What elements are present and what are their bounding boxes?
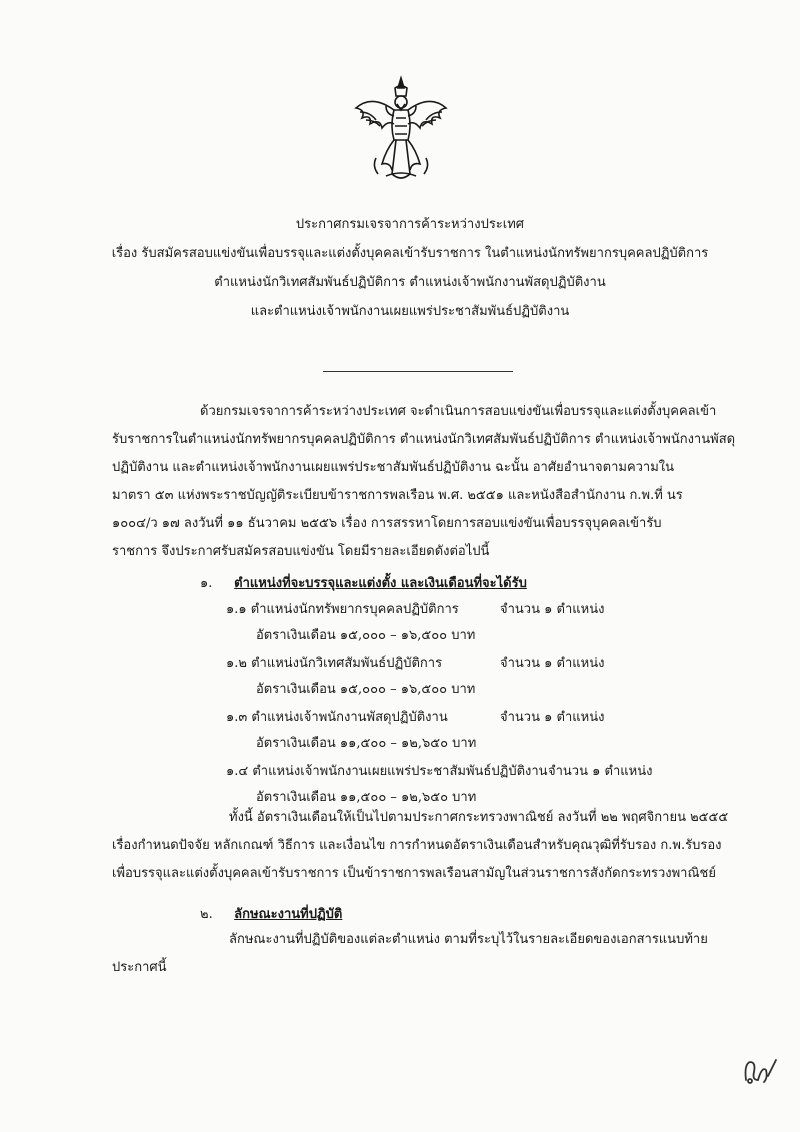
section-2-paragraph [112, 926, 732, 982]
section-number: ๒. [200, 907, 213, 922]
title-line: ประกาศกรมเจรจาการค้าระหว่างประเทศ [295, 217, 525, 232]
garuda-emblem-icon [352, 74, 450, 184]
paragraph-line: ๑๐๐๔/ว ๑๗ ลงวันที่ ๑๑ ธันวาคม ๒๕๕๖ เรื่อง การสรรหาโดยการสอบแข่งขันเพื่อบรรจุบุคคลเข้ารับ [112, 516, 662, 531]
section-number: ๑. [200, 576, 213, 591]
paragraph-line: มาตรา ๕๓ แห่งพระราชบัญญัติระเบียบข้าราชการพลเรือน พ.ศ. ๒๕๕๑ และหนังสือสำนักงาน ก.พ.ที่ นร [112, 488, 683, 503]
title-line: ตำแหน่งนักวิเทศสัมพันธ์ปฏิบัติการ ตำแหน่งเจ้าพนักงานพัสดุปฏิบัติงาน [214, 275, 606, 290]
section-1-heading [200, 572, 527, 593]
intro-paragraph [112, 398, 736, 566]
divider [323, 371, 513, 372]
position-name: ๑.๔ ตำแหน่งเจ้าพนักงานเผยแพร่ประชาสัมพันธ์ปฏิบัติงาน [226, 764, 548, 779]
section-2-heading [200, 903, 342, 924]
section-title: ตำแหน่งที่จะบรรจุและแต่งตั้ง และเงินเดือนที่จะได้รับ [234, 576, 527, 591]
position-count: จำนวน ๑ ตำแหน่ง [548, 764, 653, 779]
announcement-title [90, 210, 730, 326]
paragraph-line: ลักษณะงานที่ปฏิบัติของแต่ละตำแหน่ง ตามที่ระบุไว้ในรายละเอียดของเอกสารแนบท้าย [229, 932, 708, 947]
paragraph-line: ทั้งนี้ อัตราเงินเดือนให้เป็นไปตามประกาศกระทรวงพาณิชย์ ลงวันที่ ๒๒ พฤศจิกายน ๒๕๕๕ [229, 810, 729, 825]
position-count: จำนวน ๑ ตำแหน่ง [500, 710, 605, 725]
salary-note-paragraph [112, 804, 732, 888]
paragraph-line: ปฏิบัติงาน และตำแหน่งเจ้าพนักงานเผยแพร่ประชาสัมพันธ์ปฏิบัติงาน ฉะนั้น อาศัยอำนาจตามความใน [112, 460, 675, 475]
position-salary: อัตราเงินเดือน ๑๕,๐๐๐ – ๑๖,๕๐๐ บาท [256, 682, 476, 697]
paragraph-line: ด้วยกรมเจรจาการค้าระหว่างประเทศ จะดำเนินการสอบแข่งขันเพื่อบรรจุและแต่งตั้งบุคคลเข้า [200, 404, 717, 419]
paragraph-line: ประกาศนี้ [112, 960, 167, 975]
position-salary: อัตราเงินเดือน ๑๕,๐๐๐ – ๑๖,๕๐๐ บาท [256, 628, 476, 643]
section-title: ลักษณะงานที่ปฏิบัติ [234, 907, 343, 922]
position-count: จำนวน ๑ ตำแหน่ง [500, 656, 605, 671]
paragraph-line: รับราชการในตำแหน่งนักทรัพยากรบุคคลปฏิบัติการ ตำแหน่งนักวิเทศสัมพันธ์ปฏิบัติการ ตำแหน่งเจ้าพนักงานพัสดุ [112, 432, 736, 447]
title-line: เรื่อง รับสมัครสอบแข่งขันเพื่อบรรจุและแต่งตั้งบุคคลเข้ารับราชการ ในตำแหน่งนักทรัพยากรบุคคลปฏิบัติการ [111, 246, 709, 261]
position-salary: อัตราเงินเดือน ๑๑,๕๐๐ – ๑๒,๖๕๐ บาท [256, 736, 477, 751]
paragraph-line: เรื่องกำหนดปัจจัย หลักเกณฑ์ วิธีการ และเงื่อนไข การกำหนดอัตราเงินเดือนสำหรับคุณวุฒิที่รับรอง ก.พ.รับรอง [112, 838, 722, 853]
handwritten-initials-icon [740, 1050, 780, 1090]
position-salary: อัตราเงินเดือน ๑๑,๕๐๐ – ๑๒,๖๕๐ บาท [256, 790, 477, 805]
position-name: ๑.๑ ตำแหน่งนักทรัพยากรบุคคลปฏิบัติการ [226, 602, 459, 617]
paragraph-line: เพื่อบรรจุและแต่งตั้งบุคคลเข้ารับราชการ เป็นข้าราชการพลเรือนสามัญในส่วนราชการสังกัดกระทรวงพาณิชย์ [112, 866, 716, 881]
position-name: ๑.๒ ตำแหน่งนักวิเทศสัมพันธ์ปฏิบัติการ [226, 656, 443, 671]
paragraph-line: ราชการ จึงประกาศรับสมัครสอบแข่งขัน โดยมีรายละเอียดดังต่อไปนี้ [112, 544, 490, 559]
position-count: จำนวน ๑ ตำแหน่ง [500, 602, 605, 617]
position-name: ๑.๓ ตำแหน่งเจ้าพนักงานพัสดุปฏิบัติงาน [226, 710, 448, 725]
title-line: และตำแหน่งเจ้าพนักงานเผยแพร่ประชาสัมพันธ์ปฏิบัติงาน [250, 304, 570, 319]
